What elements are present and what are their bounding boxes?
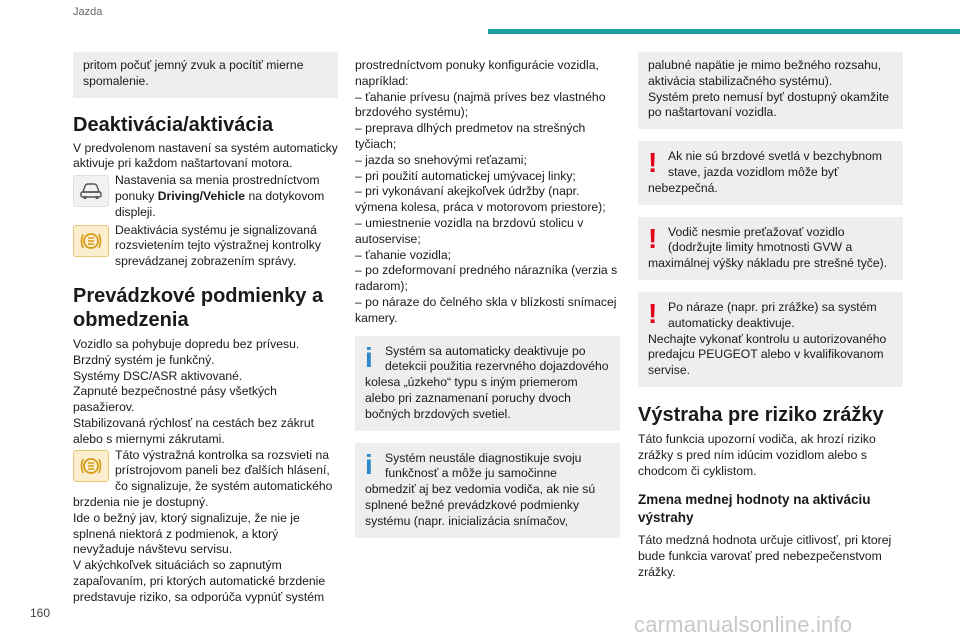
warning-note-overload xyxy=(638,217,903,280)
deactivate-cases-list: prostredníctvom ponuky konfigurácie vozidla, napríklad: – ťahanie prívesu (najmä príves bez vlastného brzdového systému); – preprava dlhých predmetov na strešných tyčiach; – jazda so snehovými reťazami; – pri použití automatickej umývacej linky; – pri vykonávaní akejkoľvek údržby (napr. výmena kolesa, práca v motorovom priestore); – umiestnenie vozidla na brzdovú stolicu v autoservise; – ťahanie vozidla; – po zdeformovaní predného nárazníka (verzia s radarom); – po náraze do čelného skla v blízkosti snímacej kamery. xyxy=(355,58,618,325)
threshold-text: Táto medzná hodnota určuje citlivosť, pri ktorej bude funkcia varovať pred nebezpečenstvom zrážky. xyxy=(638,533,892,579)
warning-note-3-rest: Nechajte vykonať kontrolu u autorizovaného predajcu PEUGEOT alebo v kvalifikovanom servise. xyxy=(648,331,887,378)
info-note-2-first: Systém neustále diagnostikuje svoju funkčnosť a môže ju samočinne xyxy=(385,450,582,481)
heading-conditions: Prevádzkové podmienky a obmedzenia xyxy=(73,284,324,331)
warning-note-2-rest: maximálnej výšky nákladu pre strešné tyče). xyxy=(648,256,888,271)
unavailable-warning-text: Táto výstražná kontrolka sa rozsvieti na prístrojovom paneli bez ďalších hlásení, čo signalizuje, že systém automatického brzdenia nie je dostupný. xyxy=(73,447,333,509)
brake-warning-icon xyxy=(73,225,109,257)
continued-info-text: palubné napätie je mimo bežného rozsahu, aktivácia stabilizačného systému). Systém preto nemusí byť dostupný okamžite po naštartovaní vozidla. xyxy=(648,58,889,120)
column-2 xyxy=(355,58,620,538)
warning-icon: ! xyxy=(648,147,658,179)
driving-vehicle-menu: Driving/Vehicle xyxy=(157,188,246,203)
column-3 xyxy=(638,52,903,581)
deactivation-warning-note xyxy=(73,223,338,270)
brake-warning-icon-2 xyxy=(73,450,109,482)
info-note-1-rest: kolesa „úzkeho“ typu s iným priemerom alebo pri zaznamenaní poruchy dvoch bočných brzdových svetiel. xyxy=(365,375,578,421)
unavailable-warning-note xyxy=(73,448,338,511)
continued-box xyxy=(73,52,338,98)
info-icon-2: i xyxy=(365,448,373,480)
deactivation-text: V predvolenom nastavení sa systém automaticky aktivuje pri každom naštartovaní motora. xyxy=(73,140,338,171)
warning-note-2-first: Vodič nesmie preťažovať vozidlo (dodržujte limity hmotnosti GVW a xyxy=(668,224,853,255)
collision-text: Táto funkcia upozorní vodiča, ak hrozí riziko zrážky s pred ním idúcim vozidlom alebo s chodcom či cyklistom. xyxy=(638,431,876,478)
warning-note-brake-lights xyxy=(638,141,903,204)
continued-info-box xyxy=(638,52,903,129)
settings-note xyxy=(73,173,338,220)
warning-icon-3: ! xyxy=(648,297,658,329)
heading-collision-risk: Výstraha pre riziko zrážky xyxy=(638,403,884,426)
warning-note-1-rest: nebezpečná. xyxy=(648,180,718,195)
conditions-list: Vozidlo sa pohybuje dopredu bez prívesu. Brzdný systém je funkčný. Systémy DSC/ASR aktivované. Zapnuté bezpečnostné pásy všetkých pasažierov. Stabilizovaná rýchlosť na cestách bez zákrut alebo s miernymi zákrutami. xyxy=(73,336,314,446)
deactivation-warning-text: Deaktivácia systému je signalizovaná rozsvietením tejto výstražnej kontrolky sprevádzanej zobrazením správy. xyxy=(115,222,321,269)
column-1 xyxy=(73,52,338,606)
car-settings-icon xyxy=(73,175,109,207)
info-note-spare-wheel xyxy=(355,336,620,431)
info-note-diagnostics xyxy=(355,443,620,538)
warning-note-3-first: Po náraze (napr. pri zrážke) sa systém automaticky deaktivuje. xyxy=(668,299,877,330)
warning-note-1-first: Ak nie sú brzdové svetlá v bezchybnom stave, jazda vozidlom môže byť xyxy=(668,149,883,179)
settings-note-part-a: Nastavenia sa menia prostredníctvom ponuky xyxy=(115,173,320,203)
info-note-2-rest: obmedziť aj bez vedomia vodiča, ak nie sú splnené bežné prevádzkové podmienky systému (napr. inicializácia snímačov, xyxy=(365,482,596,528)
warning-icon-2: ! xyxy=(648,222,658,254)
after-warning-text: Ide o bežný jav, ktorý signalizuje, že nie je splnená niektorá z podmienok, a ktorý nevyžaduje návštevu servisu. V akýchkoľvek situáciách so zapnutým zapaľovaním, pri ktorých automatické brzdenie predstavuje riziko, sa odporúča vypnúť systém xyxy=(73,510,326,604)
watermark: carmanualsonline.info xyxy=(634,612,853,637)
info-icon: i xyxy=(365,341,373,373)
settings-note-text xyxy=(73,173,338,220)
running-header: Jazda xyxy=(73,6,103,18)
header-accent-bar xyxy=(488,29,960,34)
heading-deactivation: Deaktivácia/aktivácia xyxy=(73,113,274,136)
intro-box-text: pritom počuť jemný zvuk a pocítiť mierne spomalenie. xyxy=(83,58,304,88)
heading-threshold: Zmena mednej hodnoty na aktiváciu výstrahy xyxy=(638,492,871,526)
info-note-1-first: Systém sa automaticky deaktivuje po detekcii použitia rezervného dojazdového xyxy=(385,343,609,374)
page-number: 160 xyxy=(30,606,51,620)
warning-note-impact xyxy=(638,292,903,387)
settings-note-part-b: na dotykovom displeji. xyxy=(115,188,325,219)
